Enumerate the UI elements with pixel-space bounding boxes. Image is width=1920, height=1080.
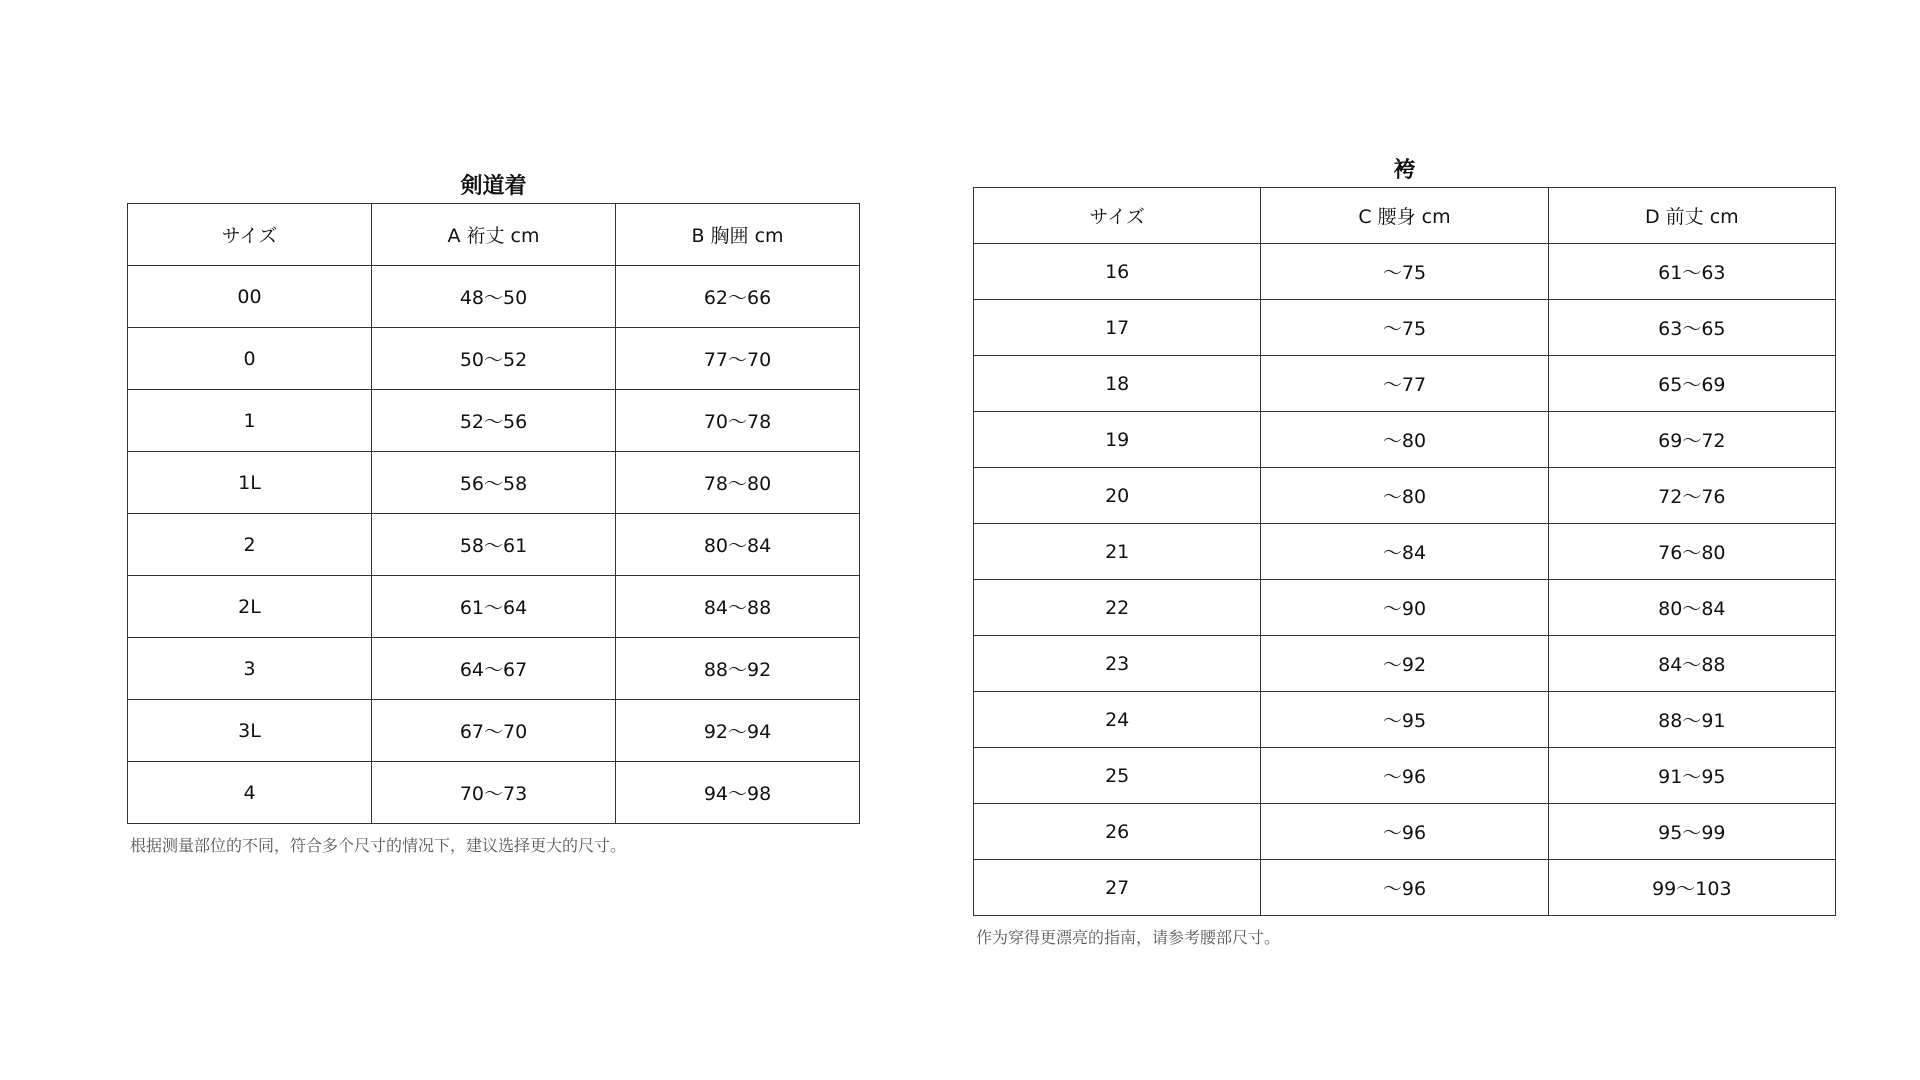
front-length-cell: 69～72 (1548, 412, 1835, 468)
kendogi-table-body (128, 266, 860, 824)
size-cell: 19 (974, 412, 1261, 468)
waist-cell: ～75 (1261, 244, 1548, 300)
size-cell: 2L (128, 576, 372, 638)
hakama-table (973, 187, 1836, 916)
waist-cell: ～96 (1261, 804, 1548, 860)
size-cell: 1L (128, 452, 372, 514)
table-row (974, 244, 1836, 300)
table-row (974, 300, 1836, 356)
front-length-cell: 72～76 (1548, 468, 1835, 524)
waist-cell: ～95 (1261, 692, 1548, 748)
front-length-cell: 88～91 (1548, 692, 1835, 748)
size-cell: 23 (974, 636, 1261, 692)
column-header-front-length: D 前丈 cm (1548, 188, 1835, 244)
table-row (974, 804, 1836, 860)
chest-cell: 80～84 (616, 514, 860, 576)
waist-cell: ～80 (1261, 468, 1548, 524)
front-length-cell: 91～95 (1548, 748, 1835, 804)
table-row (128, 638, 860, 700)
waist-cell: ～80 (1261, 412, 1548, 468)
size-cell: 00 (128, 266, 372, 328)
sleeve-length-cell: 50～52 (372, 328, 616, 390)
size-cell: 26 (974, 804, 1261, 860)
chest-cell: 70～78 (616, 390, 860, 452)
chest-cell: 62～66 (616, 266, 860, 328)
hakama-size-chart (973, 155, 1836, 950)
waist-cell: ～77 (1261, 356, 1548, 412)
size-cell: 25 (974, 748, 1261, 804)
front-length-cell: 61～63 (1548, 244, 1835, 300)
table-row (974, 860, 1836, 916)
column-header-size: サイズ (128, 204, 372, 266)
chest-cell: 92～94 (616, 700, 860, 762)
table-header-row (128, 204, 860, 266)
size-cell: 18 (974, 356, 1261, 412)
table-row (974, 580, 1836, 636)
table-row (974, 692, 1836, 748)
table-row (128, 266, 860, 328)
front-length-cell: 76～80 (1548, 524, 1835, 580)
table-row (974, 468, 1836, 524)
chest-cell: 77～70 (616, 328, 860, 390)
sleeve-length-cell: 70～73 (372, 762, 616, 824)
size-cell: 22 (974, 580, 1261, 636)
front-length-cell: 99～103 (1548, 860, 1835, 916)
size-cell: 17 (974, 300, 1261, 356)
column-header-waist: C 腰身 cm (1261, 188, 1548, 244)
sleeve-length-cell: 67～70 (372, 700, 616, 762)
table-row (128, 700, 860, 762)
size-cell: 16 (974, 244, 1261, 300)
size-cell: 3 (128, 638, 372, 700)
chest-cell: 78～80 (616, 452, 860, 514)
table-row (128, 762, 860, 824)
waist-cell: ～96 (1261, 748, 1548, 804)
table-row (128, 576, 860, 638)
table-row (974, 636, 1836, 692)
table-row (974, 524, 1836, 580)
waist-cell: ～90 (1261, 580, 1548, 636)
table-row (128, 514, 860, 576)
kendogi-note: 根据测量部位的不同，符合多个尺寸的情况下，建议选择更大的尺寸。 (130, 836, 627, 855)
table-row (974, 412, 1836, 468)
table-row (128, 328, 860, 390)
column-header-sleeve-length: A 裄丈 cm (372, 204, 616, 266)
column-header-chest: B 胸囲 cm (616, 204, 860, 266)
size-cell: 1 (128, 390, 372, 452)
front-length-cell: 80～84 (1548, 580, 1835, 636)
waist-cell: ～84 (1261, 524, 1548, 580)
sleeve-length-cell: 64～67 (372, 638, 616, 700)
hakama-table-body (974, 244, 1836, 916)
size-cell: 0 (128, 328, 372, 390)
hakama-title: 袴 (1393, 158, 1416, 183)
waist-cell: ～75 (1261, 300, 1548, 356)
front-length-cell: 65～69 (1548, 356, 1835, 412)
table-header-row (974, 188, 1836, 244)
size-cell: 27 (974, 860, 1261, 916)
front-length-cell: 84～88 (1548, 636, 1835, 692)
sleeve-length-cell: 58～61 (372, 514, 616, 576)
kendogi-table (127, 203, 860, 824)
column-header-size: サイズ (974, 188, 1261, 244)
front-length-cell: 95～99 (1548, 804, 1835, 860)
sleeve-length-cell: 52～56 (372, 390, 616, 452)
chest-cell: 94～98 (616, 762, 860, 824)
sleeve-length-cell: 56～58 (372, 452, 616, 514)
table-row (128, 390, 860, 452)
sleeve-length-cell: 61～64 (372, 576, 616, 638)
table-row (974, 748, 1836, 804)
waist-cell: ～96 (1261, 860, 1548, 916)
size-cell: 2 (128, 514, 372, 576)
table-row (974, 356, 1836, 412)
hakama-note: 作为穿得更漂亮的指南，请参考腰部尺寸。 (976, 928, 1281, 947)
size-cell: 20 (974, 468, 1261, 524)
front-length-cell: 63～65 (1548, 300, 1835, 356)
size-cell: 3L (128, 700, 372, 762)
chest-cell: 84～88 (616, 576, 860, 638)
table-row (128, 452, 860, 514)
size-cell: 21 (974, 524, 1261, 580)
sleeve-length-cell: 48～50 (372, 266, 616, 328)
size-cell: 24 (974, 692, 1261, 748)
kendogi-size-chart (127, 171, 860, 858)
kendogi-title: 剣道着 (460, 174, 527, 199)
size-cell: 4 (128, 762, 372, 824)
chest-cell: 88～92 (616, 638, 860, 700)
waist-cell: ～92 (1261, 636, 1548, 692)
